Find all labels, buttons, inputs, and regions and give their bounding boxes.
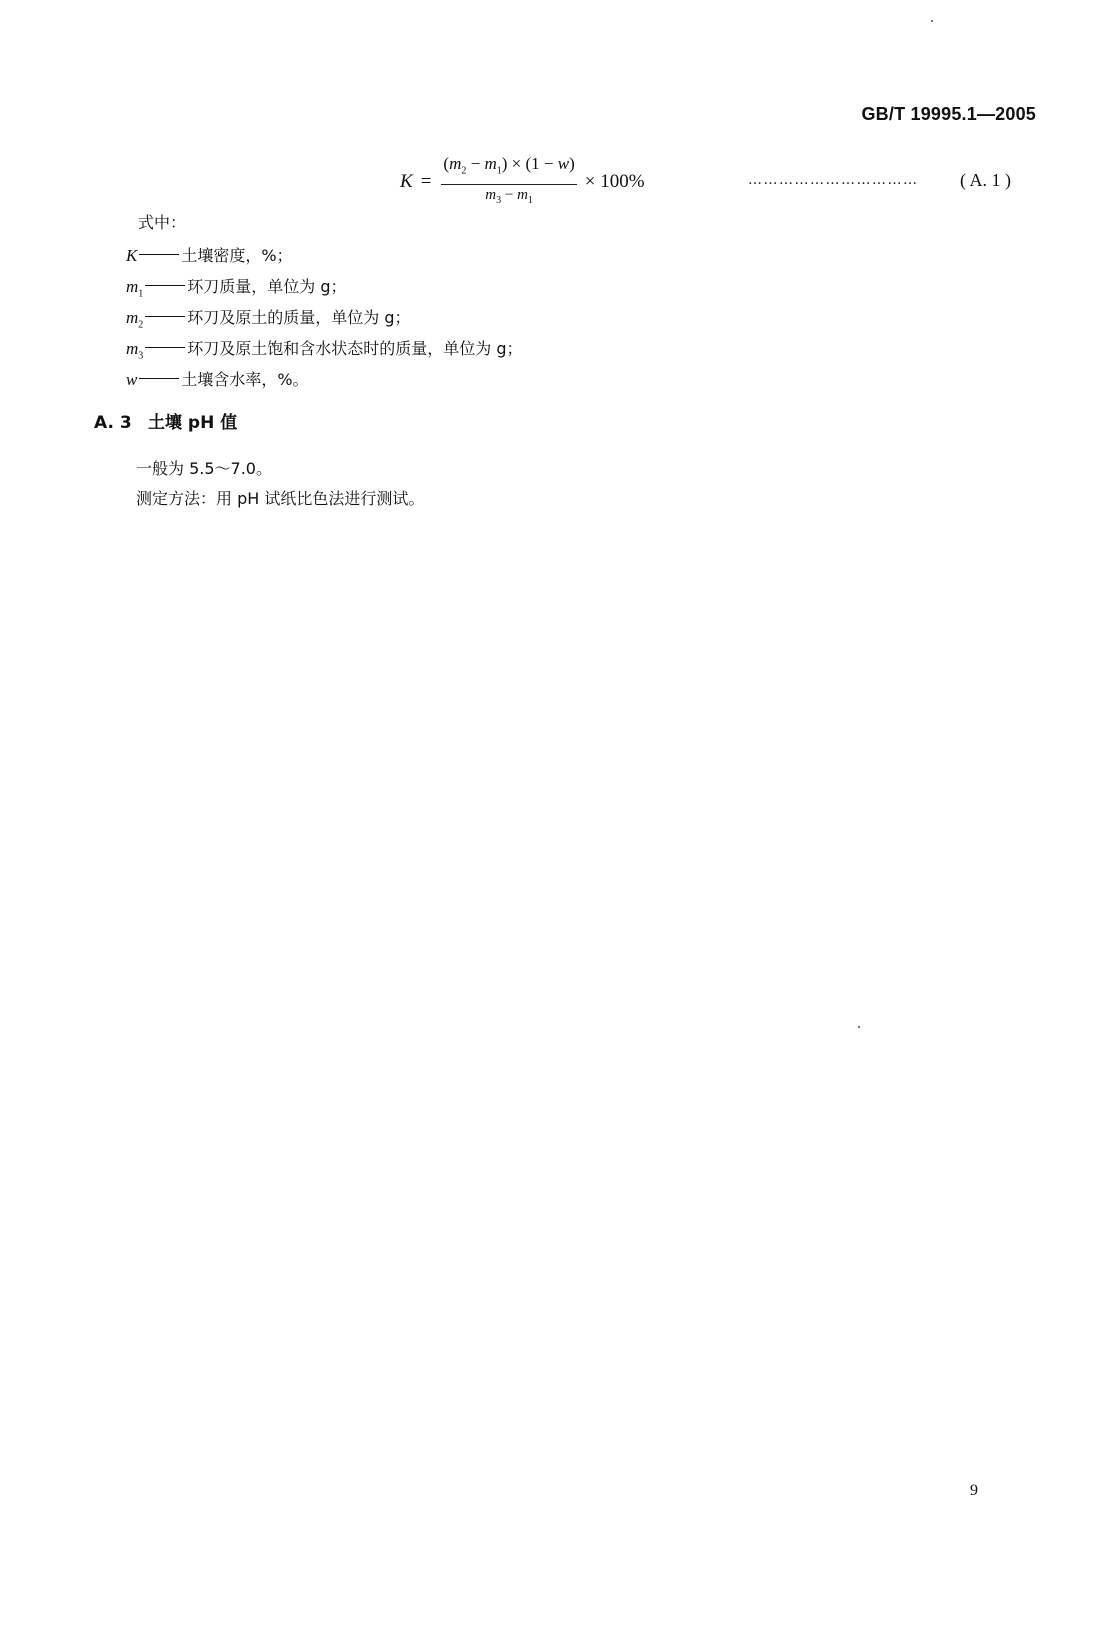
variable-definitions bbox=[126, 240, 523, 395]
symbol-subscript: 2 bbox=[138, 319, 144, 331]
variable-definition bbox=[126, 364, 523, 395]
variable-definition bbox=[126, 240, 523, 271]
variable-description: 土壤含水率，%。 bbox=[181, 370, 309, 389]
formula-lhs: K bbox=[400, 171, 413, 192]
den-part: − bbox=[501, 186, 518, 203]
formula-multiplier: × 100% bbox=[584, 171, 645, 192]
num-part: ) bbox=[569, 154, 575, 174]
den-part: 3 bbox=[496, 194, 502, 206]
den-part: m bbox=[517, 186, 528, 203]
symbol-letter: K bbox=[126, 246, 138, 265]
formula-denominator bbox=[485, 185, 533, 211]
formula-equals: = bbox=[420, 171, 432, 192]
variable-description: 环刀及原土饱和含水状态时的质量，单位为 g； bbox=[187, 339, 523, 358]
symbol-subscript: 3 bbox=[138, 350, 144, 362]
equation-leader-dots: …………………………… bbox=[748, 172, 919, 188]
equation-a1 bbox=[0, 154, 1040, 208]
page-number: 9 bbox=[970, 1482, 978, 1499]
symbol-subscript: 1 bbox=[138, 288, 144, 300]
section-title: 土壤 pH 值 bbox=[148, 413, 238, 433]
symbol-letter: m bbox=[126, 308, 139, 327]
variable-description: 环刀及原土的质量，单位为 g； bbox=[187, 308, 411, 327]
symbol-letter: w bbox=[126, 370, 138, 389]
formula-fraction bbox=[441, 153, 576, 210]
symbol-letter: m bbox=[126, 339, 139, 358]
num-part: ) × (1 − bbox=[501, 154, 558, 174]
scan-speck bbox=[858, 1026, 860, 1028]
num-part: − bbox=[466, 154, 485, 174]
num-part: 2 bbox=[461, 165, 467, 177]
variable-symbol bbox=[126, 364, 137, 402]
definition-dash bbox=[145, 347, 185, 348]
den-part: 1 bbox=[527, 194, 533, 206]
definition-dash bbox=[139, 378, 179, 379]
definition-dash bbox=[145, 316, 185, 317]
variable-description: 土壤密度，%； bbox=[181, 246, 293, 265]
section-heading-a3 bbox=[94, 408, 237, 433]
variable-definition bbox=[126, 333, 523, 364]
where-label: 式中： bbox=[138, 213, 187, 232]
standard-code-header: GB/T 19995.1—2005 bbox=[861, 104, 1036, 124]
variable-description: 环刀质量，单位为 g； bbox=[187, 277, 347, 296]
equation-number: ( A. 1 ) bbox=[960, 170, 1011, 190]
definition-dash bbox=[139, 254, 179, 255]
definition-dash bbox=[145, 285, 185, 286]
num-part: ( bbox=[443, 154, 450, 174]
num-part: m bbox=[484, 154, 497, 174]
formula-numerator bbox=[441, 153, 576, 184]
variable-definition bbox=[126, 302, 523, 333]
variable-definition bbox=[126, 271, 523, 302]
formula-body bbox=[400, 154, 645, 206]
num-part: m bbox=[449, 154, 462, 174]
paragraph-ph-range: 一般为 5.5～7.0。 bbox=[136, 459, 272, 478]
num-part: 1 bbox=[496, 165, 502, 177]
section-number: A. 3 bbox=[94, 413, 132, 433]
num-part: w bbox=[557, 154, 570, 174]
paragraph-ph-method: 测定方法：用 pH 试纸比色法进行测试。 bbox=[136, 489, 425, 508]
den-part: m bbox=[485, 186, 497, 203]
scan-speck bbox=[931, 20, 933, 22]
symbol-letter: m bbox=[126, 277, 139, 296]
